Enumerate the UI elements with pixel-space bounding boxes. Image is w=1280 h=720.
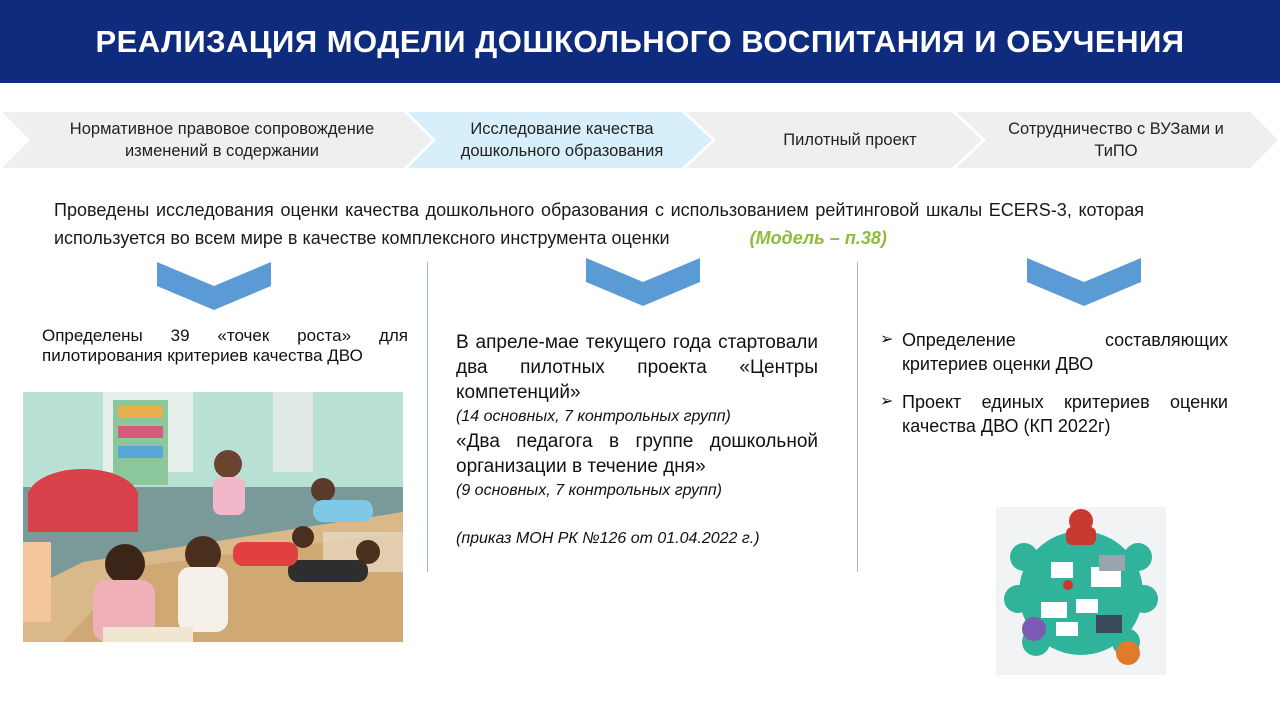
chevron-right-icon: ➢ [880,393,894,410]
criteria-list [880,328,1228,452]
pilot-intro: В апреле-мае текущего года стартовали два пилотных проекта «Центры компетенций» [456,332,818,403]
column-divider [427,262,428,572]
list-item [880,328,1228,376]
arrow-down-icon [157,262,271,310]
meeting-table-illustration [996,507,1166,675]
lead-text: Проведены исследования оценки качества дошкольного образования с использованием рейтинговой шкалы ECERS-3, которая используется во всем мире в качестве комплексного инструмента оценки [54,200,1144,248]
pilot-1-groups: (14 основных, 7 контрольных групп) [456,408,731,425]
arrow-down-icon [1027,258,1141,306]
model-reference: (Модель – п.38) [749,228,887,248]
pilot-2-groups: (9 основных, 7 контрольных групп) [456,482,722,499]
step-3-label: Пилотный проект [783,131,917,149]
step-1-label: Нормативное правовое сопровождение изменений в содержании [69,120,375,160]
lead-paragraph [54,196,1144,252]
chevron-right-icon: ➢ [880,331,894,348]
list-item [880,390,1228,438]
criteria-item-2: Проект единых критериев оценки качества ДВО (КП 2022г) [902,392,1228,436]
children-photo [23,392,403,642]
step-4-label: Сотрудничество с ВУЗами и ТиПО [1008,120,1224,160]
pilot-projects [456,330,818,551]
column-divider [857,262,858,572]
pilot-2-title: «Два педагога в группе дошкольной организации в течение дня» [456,431,818,477]
slide-header [0,0,1280,83]
ministry-order: (приказ МОН РК №126 от 01.04.2022 г.) [456,530,760,547]
slide-title: РЕАЛИЗАЦИЯ МОДЕЛИ ДОШКОЛЬНОГО ВОСПИТАНИЯ И ОБУЧЕНИЯ [95,23,1185,59]
step-2-label: Исследование качества дошкольного образования [460,120,664,160]
arrow-down-icon [586,258,700,306]
growth-points-text: Определены 39 «точек роста» для пилотирования критериев качества ДВО [42,326,408,365]
criteria-item-1: Определение составляющих критериев оценки ДВО [902,330,1228,374]
